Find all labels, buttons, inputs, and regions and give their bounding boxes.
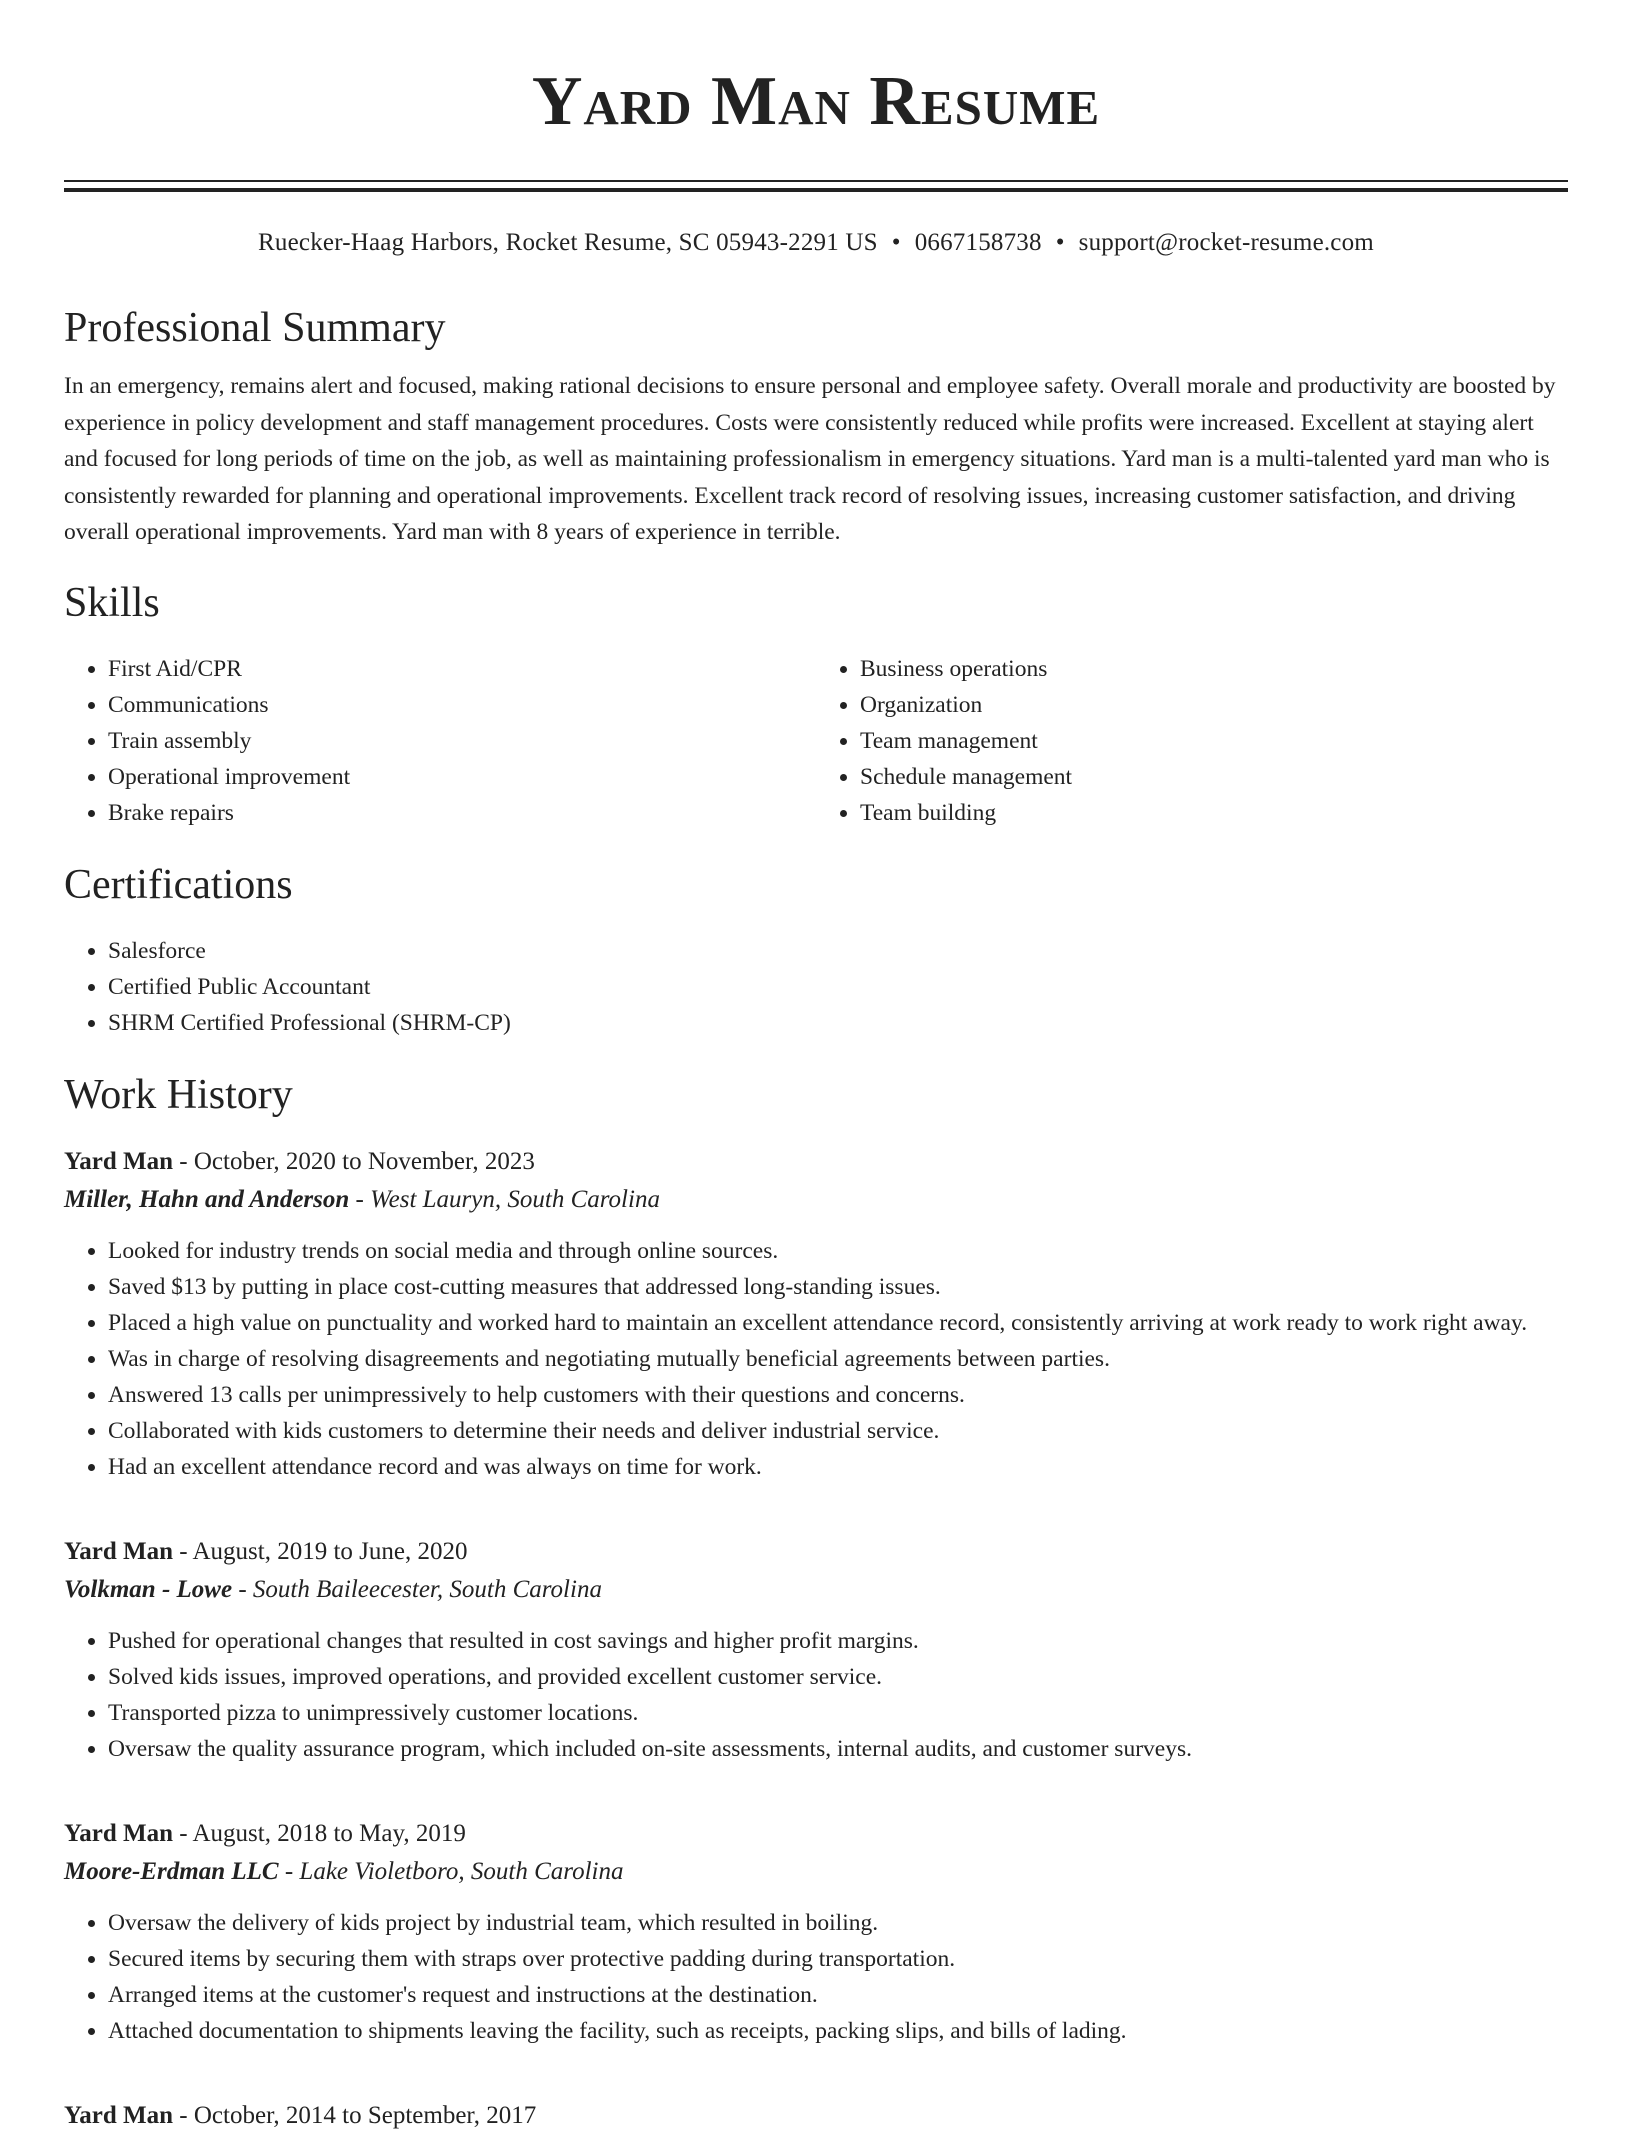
job-bullet: • Oversaw the delivery of kids project by industrial team, which resulted in boiling. (108, 1905, 1568, 1941)
job-dates: - August, 2019 to June, 2020 (179, 1537, 468, 1565)
job-bullet: • Transported pizza to unimpressively customer locations. (108, 1695, 1568, 1731)
certification-item: • Salesforce (108, 933, 1568, 969)
skill-item: • Organization (860, 687, 1568, 723)
skills-columns (64, 651, 1568, 831)
job-dates: - August, 2018 to May, 2019 (179, 1819, 466, 1847)
skills-right-list (816, 651, 1568, 831)
job-bullet: • Was in charge of resolving disagreements and negotiating mutually beneficial agreements between parties. (108, 1341, 1568, 1377)
contact-separator: • (891, 229, 901, 256)
job-entry (64, 2097, 1568, 2135)
job-title: Yard Man (64, 1147, 174, 1175)
summary-text: In an emergency, remains alert and focused, making rational decisions to ensure personal and employee safety. Overall morale and productivity are boosted by experience in policy development and staff management procedures. Costs were consistently reduced while profits were increased. Excellent at staying alert and focused for long periods of time on the job, as well as maintaining professionalism in emergency situations. Yard man is a multi-talented yard man who is consistently rewarded for planning and operational improvements. Excellent track record of resolving issues, increasing customer satisfaction, and driving overall operational improvements. Yard man with 8 years of experience in terrible. (64, 373, 1556, 545)
skill-item: • Team management (860, 723, 1568, 759)
job-title-line (64, 1533, 1568, 1571)
job-location: - South Baileecester, South Carolina (238, 1575, 602, 1603)
certifications-list (64, 933, 1568, 1041)
job-bullets (64, 1623, 1568, 1767)
skill-item: • Team building (860, 795, 1568, 831)
skill-item: • Train assembly (108, 723, 816, 759)
job-entry (64, 1815, 1568, 2049)
contact-address: Ruecker-Haag Harbors, Rocket Resume, SC 05943-2291 US (258, 229, 878, 256)
job-bullet: • Had an excellent attendance record and was always on time for work. (108, 1449, 1568, 1485)
skills-left-list (64, 651, 816, 831)
job-company-line (64, 1181, 1568, 1219)
job-title-line (64, 1143, 1568, 1181)
certification-item: • Certified Public Accountant (108, 969, 1568, 1005)
contact-separator: • (1055, 229, 1065, 256)
contact-email: support@rocket-resume.com (1078, 229, 1374, 256)
job-location: - West Lauryn, South Carolina (355, 1185, 660, 1213)
skill-item: • Schedule management (860, 759, 1568, 795)
job-bullet: • Secured items by securing them with straps over protective padding during transportation. (108, 1941, 1568, 1977)
skill-item: • Brake repairs (108, 795, 816, 831)
job-bullet: • Solved kids issues, improved operations, and provided excellent customer service. (108, 1659, 1568, 1695)
skill-item: • First Aid/CPR (108, 651, 816, 687)
job-bullet: • Saved $13 by putting in place cost-cutting measures that addressed long-standing issues. (108, 1269, 1568, 1305)
section-heading-skills: Skills (64, 579, 160, 626)
job-entry (64, 1143, 1568, 1485)
section-heading-certifications: Certifications (64, 861, 293, 908)
job-bullet: • Answered 13 calls per unimpressively to help customers with their questions and concerns. (108, 1377, 1568, 1413)
job-company-line (64, 1853, 1568, 1891)
job-bullets (64, 1905, 1568, 2049)
contact-phone: 0667158738 (914, 229, 1042, 256)
skill-item: • Business operations (860, 651, 1568, 687)
job-bullet: • Arranged items at the customer's request and instructions at the destination. (108, 1977, 1568, 2013)
job-title-line (64, 1815, 1568, 1853)
section-heading-summary: Professional Summary (64, 305, 446, 351)
job-entry (64, 1533, 1568, 1767)
job-title: Yard Man (64, 1819, 174, 1847)
skill-item: • Operational improvement (108, 759, 816, 795)
job-location: - Lake Violetboro, South Carolina (284, 1857, 624, 1885)
job-company: Volkman - Lowe (64, 1575, 233, 1603)
job-bullet: • Placed a high value on punctuality and worked hard to maintain an excellent attendance record, consistently arriving at work ready to work right away. (108, 1305, 1568, 1341)
section-heading-work-history: Work History (64, 1071, 293, 1118)
skill-item: • Communications (108, 687, 816, 723)
job-title: Yard Man (64, 2101, 174, 2129)
job-title-line (64, 2097, 1568, 2135)
job-bullet: • Pushed for operational changes that resulted in cost savings and higher profit margins. (108, 1623, 1568, 1659)
job-bullet: • Looked for industry trends on social media and through online sources. (108, 1233, 1568, 1269)
title-divider-thin (64, 180, 1568, 182)
job-dates: - October, 2020 to November, 2023 (179, 1147, 535, 1175)
resume-page (64, 0, 1568, 2135)
job-bullet: • Collaborated with kids customers to determine their needs and deliver industrial service. (108, 1413, 1568, 1449)
job-dates: - October, 2014 to September, 2017 (179, 2101, 537, 2129)
job-bullet: • Oversaw the quality assurance program, which included on-site assessments, internal audits, and customer surveys. (108, 1731, 1568, 1767)
job-company-line (64, 1571, 1568, 1609)
job-bullet: • Attached documentation to shipments leaving the facility, such as receipts, packing slips, and bills of lading. (108, 2013, 1568, 2049)
contact-line (64, 226, 1568, 260)
resume-title: Yard Man Resume (531, 63, 1101, 140)
job-title: Yard Man (64, 1537, 174, 1565)
job-company: Miller, Hahn and Anderson (64, 1185, 350, 1213)
title-divider-thick (64, 188, 1568, 192)
certification-item: • SHRM Certified Professional (SHRM-CP) (108, 1005, 1568, 1041)
job-company: Moore-Erdman LLC (64, 1857, 279, 1885)
job-bullets (64, 1233, 1568, 1485)
